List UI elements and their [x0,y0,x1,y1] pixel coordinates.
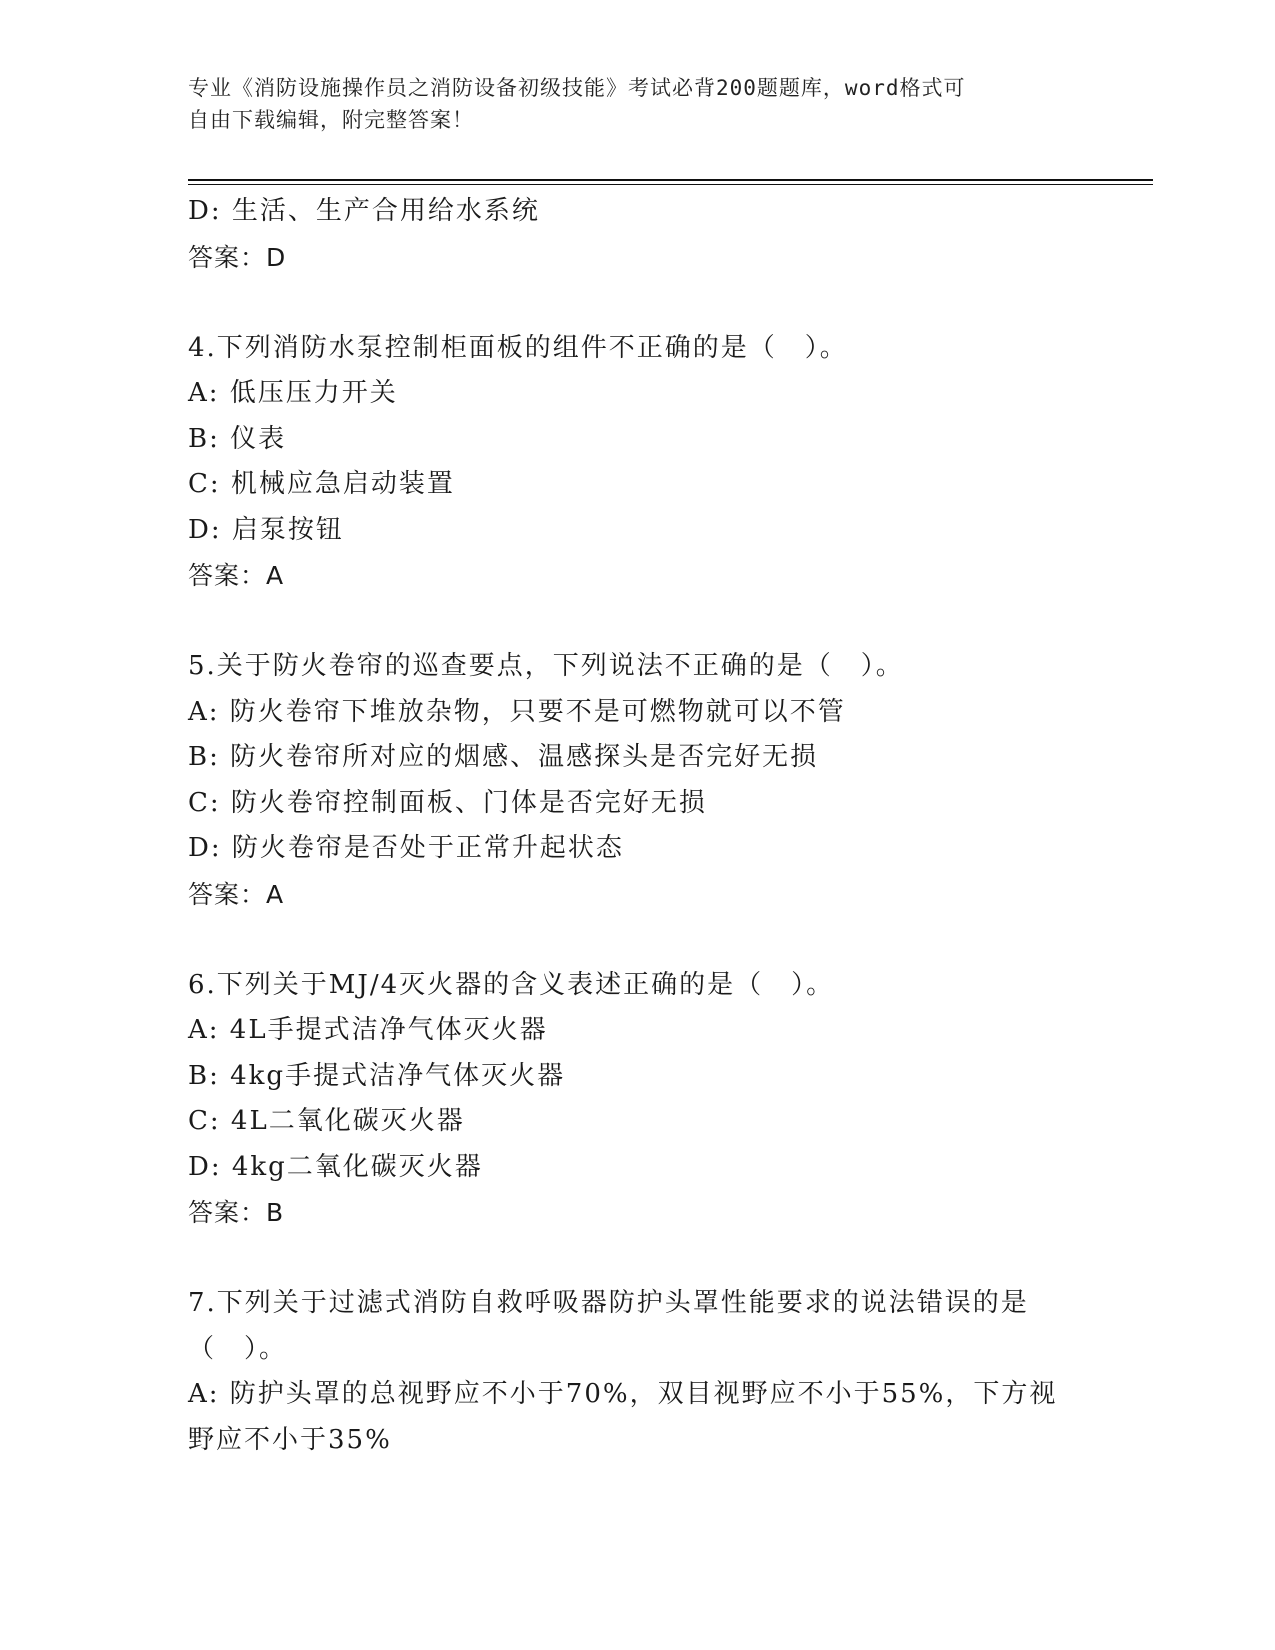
option-d: D: 防火卷帘是否处于正常升起状态 [188,833,624,863]
question-stem-line-2: （ ）。 [188,1333,288,1364]
option-b: B: 4kg手提式洁净气体灭火器 [188,1060,566,1091]
option-c: C: 机械应急启动装置 [188,469,455,499]
question-stem: 6.下列关于MJ/4灭火器的含义表述正确的是（ ）。 [188,969,835,1000]
question-6 [188,963,1068,1236]
header-line-2: 自由下载编辑，附完整答案！ [188,108,474,132]
option-c: C: 4L二氧化碳灭火器 [188,1106,465,1136]
option-a-line-2: 野应不小于35% [188,1424,392,1455]
answer-line: 答案：A [188,879,285,909]
question-stem: 4.下列消防水泵控制柜面板的组件不正确的是（ ）。 [188,332,848,363]
spacer [188,599,1068,645]
document-body [188,189,1068,1463]
question-stem: 5.关于防火卷帘的巡查要点，下列说法不正确的是（ ）。 [188,651,904,681]
option-a: A: 低压压力开关 [188,378,398,408]
answer-line: 答案：D [188,242,287,272]
spacer [188,280,1068,326]
spacer [188,917,1068,963]
answer-line: 答案：B [188,1198,285,1227]
answer-line: 答案：A [188,561,285,590]
option-c: C: 防火卷帘控制面板、门体是否完好无损 [188,787,707,818]
spacer [188,1236,1068,1282]
question-7 [188,1281,1068,1463]
question-4 [188,326,1068,599]
option-d: D: 4kg二氧化碳灭火器 [188,1151,483,1182]
question-stem-line-1: 7.下列关于过滤式消防自救呼吸器防护头罩性能要求的说法错误的是 [188,1288,1029,1318]
question-5 [188,644,1068,917]
option-d: D: 启泵按钮 [188,514,344,545]
header-divider-thin [188,184,1153,185]
header-divider-thick [188,179,1153,181]
question-3-tail [188,189,1068,280]
option-d: D: 生活、生产合用给水系统 [188,196,540,226]
header-line-1: 专业《消防设施操作员之消防设备初级技能》考试必背200题题库，word格式可 [188,76,966,100]
option-a-line-1: A: 防护头罩的总视野应不小于70%，双目视野应不小于55%，下方视 [188,1379,1058,1409]
option-b: B: 仪表 [188,423,287,454]
option-a: A: 防火卷帘下堆放杂物，只要不是可燃物就可以不管 [188,696,846,727]
option-b: B: 防火卷帘所对应的烟感、温感探头是否完好无损 [188,742,819,772]
page-header [188,72,1068,136]
option-a: A: 4L手提式洁净气体灭火器 [188,1015,548,1045]
